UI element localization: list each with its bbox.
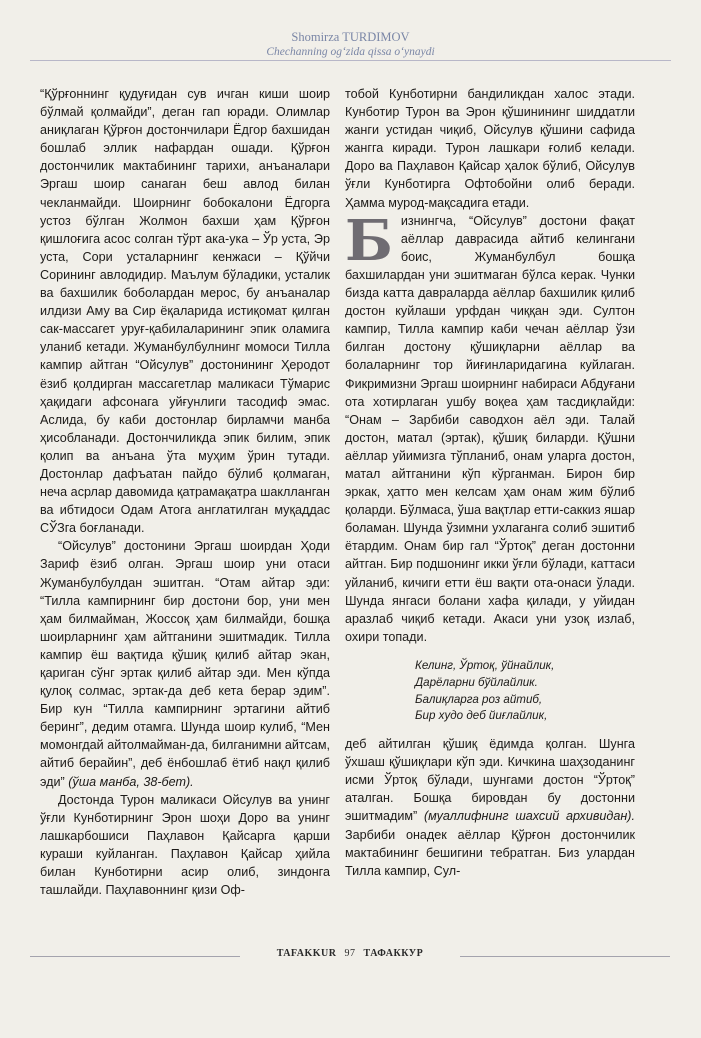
footer-magazine-latin: TAFAKKUR	[276, 948, 337, 959]
header-subtitle: Chechanning og‘zida qissa o‘ynaydi	[266, 46, 435, 58]
poem-line: Дарёларни бўйлайлик.	[415, 675, 538, 689]
right-paragraph-3-source: (муаллифнинг шахсий архивидан).	[423, 809, 636, 824]
footer-rule-left	[30, 956, 240, 957]
right-column	[345, 85, 635, 880]
poem-line: Балиқларга роз айтиб,	[415, 692, 543, 706]
left-column	[40, 85, 330, 899]
footer-magazine-cyrillic: ТАФАККУР	[363, 948, 424, 959]
poem-line: Келинг, Ўртоқ, ўйнайлик,	[415, 658, 555, 672]
page-number: 97	[344, 948, 356, 959]
right-paragraph-1: тобой Кунботирни бандиликдан халос этади. Кунботир Турон ва Эрон қўшинининг шиддатли жанги устидан чиқиб, Ойсулув қўшини сафида жангга киради. Турон лашкари ғолиб келади. Доро ва Паҳлавон Қайсар ҳалок бўлиб, Ойсулув ўғли Кунботирга Офтобойни олиб беради. Ҳамма мурод-мақсадига етади.	[345, 87, 635, 210]
left-paragraph-1: “Қўрғоннинг қудуғидан сув ичган киши шоир бўлмай қолмайди”, деган гап юради. Олимлар аниқлаган Қўрғон достончилари Ёдгор бахшидан бошлаб эллик нафардан ошади. Қўрғон достончилик мактабининг тарихи, анъаналари Эргаш шоир санаган беш авлод билан чекланмайди. Шоирнинг бобокалони Ёдгорга устоз бўлган Жолмон бахши ҳам Қўрғон қишлоғига асос солган тўрт ака-ука – Ўр уста, Эр уста, Сори усталарнинг кенжаси – Қўйчи Сорининг авлодидир. Маълум бўладики, усталик ва бахшилик боболардан мерос, бу анъаналар илдизи Аму ва Сир ёқаларида истиқомат қилган сак-массагет уруғ-қабилаларининг эпик оламига уланиб кетади. Жуманбулбулнинг момоси Тилла кампир айтган “Ойсулув” достонининг Ҳеродот ёзиб қолдирган массагетлар маликаси Тўмарис ҳақидаги афсонага уйғунлиги тасодиф эмас. Аслида, бу каби достонлар бирламчи манба ҳисобланади. Достончиликда эпик билим, эпик қолип ва анъана ўта муҳим ўрин тутади. Достонлар дафъатан пайдо бўлиб қолмаган, неча асрлар давомида қатрамақатра шаклланган ва ибтидоси Одам Атога англатилган муқаддас СЎЗга боғланади.	[40, 87, 330, 536]
footer-rule-right	[460, 956, 670, 957]
drop-cap: Б	[345, 207, 393, 274]
running-footer	[0, 948, 701, 964]
right-paragraph-3-text: деб айтилган қўшиқ ёдимда қолган. Шунга ўхшаш қўшиқлари кўп эди. Кичкина шаҳзоданинг исми Ўртоқ бўлади, шунгами достон “Ўртоқ” аталган. Бошқа бировдан бу достонни эшитмадим”	[345, 737, 635, 824]
header-rule	[30, 60, 671, 61]
right-paragraph-3	[345, 735, 635, 880]
left-paragraph-3: Достонда Турон маликаси Ойсулув ва унинг ўғли Кунботирнинг Эрон шоҳи Доро ва унинг лашкарбошиси Паҳлавон Қайсарга қарши кураши куйланган. Паҳлавон Қайсар ҳийла билан Кунботирни асир олиб, зиндонга ташлайди. Паҳлавоннинг қизи Оф-	[40, 792, 330, 898]
right-paragraph-3-tail: Зарбиби онадек аёллар Қўрғон достончилик мактабининг бешигини тебратган. Биз улардан Тилла кампир, Сул-	[345, 827, 635, 878]
poem-quote	[415, 658, 635, 725]
footer-text	[240, 948, 460, 959]
left-paragraph-2-text: “Ойсулув” достонини Эргаш шоирдан Ҳоди Зариф ёзиб олган. Эргаш шоир уни отаси Жуманбулбулдан эшитган. “Отам айтар эди: “Тилла кампирнинг бир достони бор, уни мен ҳам билмайман, Жоссоқ ҳам билмайди, бошқа шоирларнинг ҳам айтганини эшитмадик. Тилла кампир ёш вақтида қўшиқ қилиб айтар экан, қариган сўнг эртак қилиб айтар эди. Мен кўпда қулоқ солмас, эртак-да деб кета берар эдим”. Бир кун “Тилла кампирнинг эртагини айтиб беринг”, дедим отамга. Шунда шоир кулиб, “Мен момонгдай айтолмайман-да, билганимни айтсам, айтиб берайин”, деб ёнбошлаб ётиб нақл қилиб эди”	[40, 539, 330, 789]
poem-line: Бир худо деб йиғлайлик,	[415, 709, 548, 723]
right-paragraph-2	[345, 207, 635, 646]
right-paragraph-2-text: изнингча, “Ойсулув” достони фақат аёллар даврасида айтиб келингани боис, Жуманбулбул бошқа бахшилардан уни эшитмаган бўлса керак. Чунки бизда катта давраларда аёллар бахшилик қилиб достон куйлаши урфдан чиққан эди. Султон кампир, Тилла кампир каби чечан аёллар ўзи билган достону қўшиқларни аёллар ва болаларнинг тор йиғинларидагина куйлаган. Фикримизни Эргаш шоирнинг набираси Абдуғани ота хотирлаган ушбу воқеа ҳам тасдиқлайди: “Онам – Зарбиби саводхон аёл эди. Талай достон, матал (эртак), қўшиқ биларди. Қўшни аёллар уйимизга тўпланиб, онам уларга достон, матал айтганини кўп кўрганман. Бирон бир эркак, ҳатто мен келсам ҳам онам жим бўлиб қоларди. Бўлмаса, ўша вақтлар етти-саккиз яшар боламан. Шунда ўзимни ухлаганга солиб эшитиб ётардим. Онам бир гал “Ўртоқ” деган достонни айтган. Бир подшонинг икки ўғли бўлади, каттаси уйланиб, кичиги етти ёш вақти ота-онаси ўлади. Шунда янгаси болани хафа қилади, у уйидан аразлаб чиқиб кетади. Акаси уни узоқ излаб, охири топади.	[345, 213, 635, 644]
left-paragraph-2	[40, 537, 330, 790]
header-author: Shomirza TURDIMOV	[291, 30, 410, 44]
left-paragraph-2-source: (ўша манба, 38-бет).	[68, 774, 194, 789]
running-header	[0, 30, 701, 59]
